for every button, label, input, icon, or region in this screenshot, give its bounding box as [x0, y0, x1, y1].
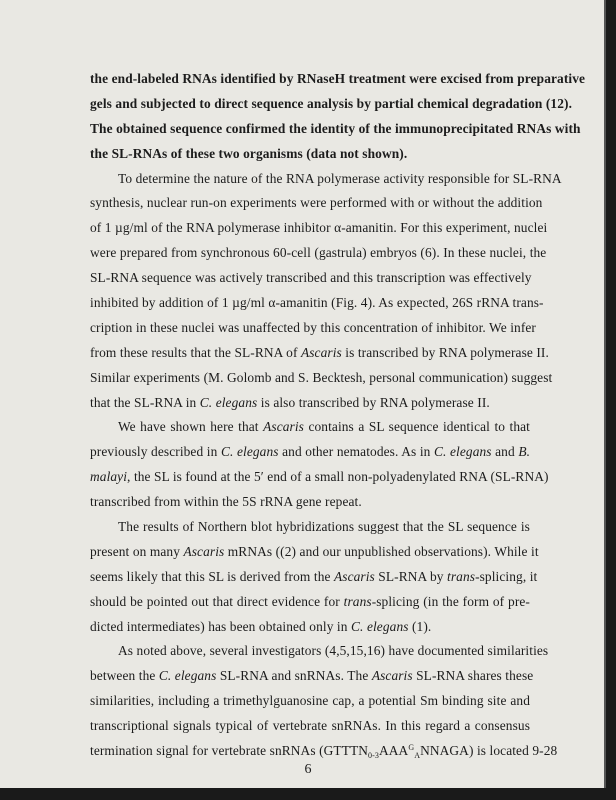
text-line [90, 615, 530, 640]
italic-text: Ascaris [371, 668, 413, 684]
text-run: , the SL is found at the 5′ end of a small non-polyadenylated RNA (SL-RNA) [127, 469, 549, 485]
text-run: SL-RNA by [374, 568, 448, 584]
text-run: the end-labeled RNAs identified by RNaseH treatment were excised from preparative [90, 71, 586, 86]
text-line [90, 739, 558, 764]
text-run: dicted intermediates) has been obtained only in [90, 618, 352, 634]
text-run: cription in these nuclei was unaffected by this concentration of inhibitor. We infer [90, 319, 536, 335]
supscript-text: G [408, 743, 415, 753]
text-run: seems likely that this SL is derived from the [90, 568, 334, 584]
text-run: The obtained sequence confirmed the identity of the immunoprecipitated RNAs with [90, 120, 581, 136]
text-run: should be pointed out that direct evidence for [90, 593, 344, 609]
text-run: transcribed from within the 5S rRNA gene repeat. [90, 494, 362, 510]
text-line [90, 391, 530, 416]
text-line [90, 440, 530, 465]
text-run: similarities, including a trimethylguanosine cap, a potential Sm binding site and [90, 693, 530, 709]
text-run: transcriptional signals typical of vertebrate snRNAs. In this regard a consensus [90, 718, 530, 734]
text-run: contains a SL sequence identical to that [303, 419, 531, 435]
text-line [90, 714, 530, 739]
text-run: between the [90, 668, 159, 684]
paragraph [90, 167, 562, 416]
text-run: that the SL-RNA in [90, 394, 200, 410]
text-line [90, 142, 530, 167]
text-run: SL-RNA sequence was actively transcribed and this transcription was effectively [90, 270, 532, 286]
text-run: NNAGA) is located 9-28 [420, 743, 558, 759]
text-run: -splicing, it [475, 568, 538, 584]
text-line [90, 540, 539, 565]
text-run: AAA [379, 743, 409, 759]
paragraph [90, 415, 549, 515]
paragraph [90, 515, 539, 639]
text-line [90, 415, 530, 440]
text-line [90, 664, 534, 689]
text-line [90, 465, 549, 490]
text-line [90, 515, 530, 540]
text-run: inhibited by addition of 1 µg/ml α-amanitin (Fig. 4). As expected, 26S rRNA trans- [90, 295, 544, 311]
text-line [90, 291, 544, 316]
page-number: 6 [304, 762, 312, 777]
italic-text: C. elegans [158, 668, 217, 684]
text-run: from these results that the SL-RNA of [90, 344, 301, 360]
italic-text: Ascaris [300, 344, 342, 360]
text-run: and [491, 444, 519, 460]
subscript-text: 0-3 [368, 751, 379, 761]
italic-text: B. [518, 444, 531, 460]
paragraph [90, 67, 586, 167]
text-run: The results of Northern blot hybridizations suggest that the SL sequence is [118, 519, 530, 535]
text-line [90, 241, 547, 266]
text-line [90, 490, 530, 515]
italic-text: malayi [90, 469, 128, 485]
italic-text: C. elegans [199, 394, 258, 410]
text-line [90, 117, 581, 142]
italic-text: C. elegans [433, 444, 492, 460]
italic-text: Ascaris [263, 419, 304, 435]
text-line [90, 366, 553, 391]
text-line [90, 590, 530, 615]
text-run: (1). [408, 618, 432, 634]
body-text [90, 67, 586, 764]
text-line [90, 639, 549, 664]
text-run: previously described in [90, 444, 221, 460]
text-run: is also transcribed by RNA polymerase II. [257, 394, 490, 410]
text-run: synthesis, nuclear run-on experiments were performed with or without the addition [90, 195, 543, 211]
text-run: of 1 µg/ml of the RNA polymerase inhibitor α-amanitin. For this experiment, nuclei [90, 220, 548, 236]
italic-text: C. elegans [351, 618, 409, 634]
text-line [90, 67, 586, 92]
text-run: -splicing (in the form of pre- [371, 593, 530, 609]
text-run: termination signal for vertebrate snRNAs (GTTTN [90, 743, 369, 759]
text-run: gels and subjected to direct sequence analysis by partial chemical degradation (12). [90, 95, 573, 111]
text-run: As noted above, several investigators (4,5,15,16) have documented similarities [118, 643, 549, 659]
italic-text: C. elegans [220, 444, 279, 460]
text-line [90, 167, 562, 192]
text-run: SL-RNA and snRNAs. The [216, 668, 372, 684]
text-run: is transcribed by RNA polymerase II. [341, 344, 549, 360]
text-run: To determine the nature of the RNA polymerase activity responsible for SL-RNA [118, 170, 562, 186]
text-run: Similar experiments (M. Golomb and S. Becktesh, personal communication) suggest [90, 369, 553, 385]
subscript-text: A [414, 751, 421, 761]
text-run: We have shown here that [118, 419, 264, 435]
text-line [90, 316, 536, 341]
text-run: SL-RNA shares these [412, 668, 534, 684]
text-run: and other nematodes. As in [278, 444, 434, 460]
italic-text: Ascaris [333, 568, 375, 584]
italic-text: Ascaris [183, 543, 225, 559]
text-run: were prepared from synchronous 60-cell (gastrula) embryos (6). In these nuclei, the [90, 245, 547, 261]
text-run: the SL-RNAs of these two organisms (data not shown). [90, 145, 408, 161]
text-line [90, 92, 573, 117]
text-line [90, 216, 548, 241]
italic-text: trans [447, 568, 476, 584]
text-line [90, 191, 543, 216]
text-line [90, 689, 530, 714]
paragraph [90, 639, 558, 763]
text-run: mRNAs ((2) and our unpublished observations). While it [224, 543, 539, 559]
text-line [90, 341, 549, 366]
text-line [90, 266, 530, 291]
text-line [90, 565, 538, 590]
text-run: present on many [90, 543, 184, 559]
italic-text: trans [343, 593, 372, 609]
